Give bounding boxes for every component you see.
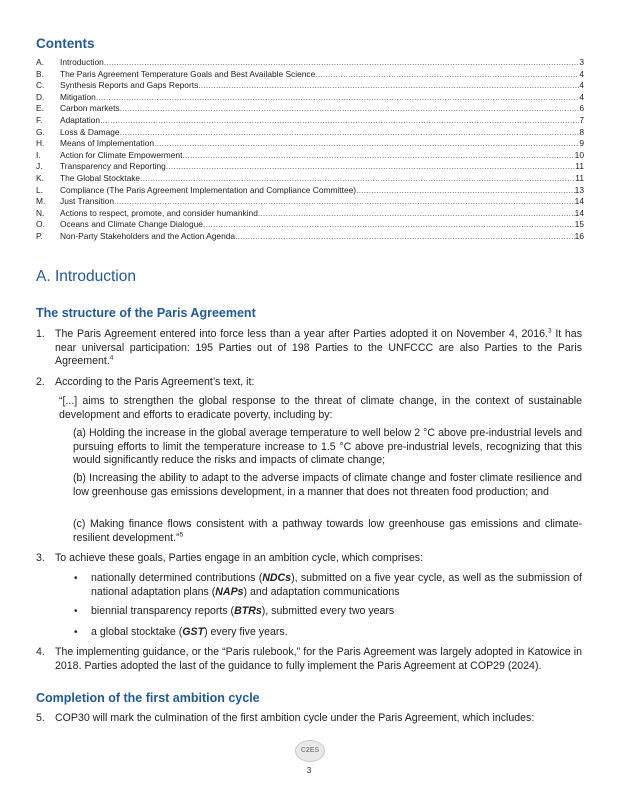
toc-page-number: 11 bbox=[575, 161, 584, 172]
abbreviation: NDCs bbox=[262, 572, 292, 584]
toc-title: Transparency and Reporting bbox=[60, 161, 166, 172]
toc-page-number: 3 bbox=[579, 57, 584, 67]
toc-letter: C. bbox=[36, 80, 45, 91]
page-number: 3 bbox=[306, 766, 312, 775]
paragraph-number: 4. bbox=[36, 646, 45, 658]
toc-letter: H. bbox=[36, 138, 45, 149]
toc-entry[interactable] bbox=[36, 196, 584, 208]
toc-title: Means of Implementation bbox=[60, 138, 155, 149]
toc-entry[interactable] bbox=[36, 103, 584, 115]
toc-letter: E. bbox=[36, 103, 44, 114]
bullet-item-ndcs bbox=[91, 572, 582, 599]
toc-title: Just Transition bbox=[60, 196, 114, 207]
toc-page-number: 4 bbox=[579, 68, 584, 79]
bullet-text: ), submitted every two years bbox=[261, 605, 395, 617]
toc-entry[interactable] bbox=[36, 161, 584, 173]
paragraph-5: COP30 will mark the culmination of the first ambition cycle under the Paris Agreement, which includes: bbox=[55, 712, 535, 724]
bullet: • bbox=[74, 606, 78, 617]
toc-entry[interactable] bbox=[36, 231, 584, 243]
toc-leader-dots bbox=[315, 69, 579, 81]
toc-page-number: 7 bbox=[579, 114, 584, 125]
toc-page-number: 10 bbox=[574, 149, 584, 160]
bullet-text: ) and adaptation communications bbox=[243, 585, 400, 598]
toc-entry[interactable] bbox=[36, 150, 584, 162]
paragraph-2: According to the Paris Agreement’s text, it: bbox=[55, 376, 255, 388]
toc-title: Adaptation bbox=[60, 114, 101, 125]
toc-leader-dots bbox=[235, 231, 575, 243]
toc-title: Loss & Damage bbox=[60, 126, 120, 137]
bullet-text: ), submitted on a five year cycle, as well as the submission of national adaptation plans ( bbox=[91, 572, 582, 598]
paragraph-1 bbox=[55, 328, 582, 369]
quote-item-a: (a) Holding the increase in the global average temperature to well below 2 °C above pre-industrial levels and pursuing efforts to limit the temperature increase to 1.5 °C above pre-industrial levels, recognizing that this would significantly reduce the risks and impacts of climate change; bbox=[73, 427, 582, 467]
toc-letter: L. bbox=[36, 184, 43, 195]
table-of-contents bbox=[36, 57, 584, 243]
toc-entry[interactable] bbox=[36, 92, 584, 104]
paragraph-text: The Paris Agreement entered into force less than a year after Parties adopted it on November 4, 2016. bbox=[55, 328, 548, 340]
toc-page-number: 4 bbox=[579, 80, 584, 91]
toc-entry[interactable] bbox=[36, 219, 584, 231]
toc-leader-dots bbox=[120, 127, 580, 139]
toc-leader-dots bbox=[154, 138, 579, 150]
toc-title: The Global Stocktake bbox=[60, 172, 141, 183]
toc-page-number: 14 bbox=[574, 196, 584, 207]
toc-entry[interactable] bbox=[36, 57, 584, 69]
toc-entry[interactable] bbox=[36, 208, 584, 220]
bullet-item-gst bbox=[91, 626, 582, 640]
toc-title: Non-Party Stakeholders and the Action Agenda bbox=[60, 230, 236, 241]
paragraph-number: 2. bbox=[36, 376, 45, 388]
toc-page-number: 9 bbox=[579, 138, 584, 149]
toc-page-number: 4 bbox=[579, 91, 584, 102]
paragraph-number: 3. bbox=[36, 552, 45, 564]
toc-entry[interactable] bbox=[36, 115, 584, 127]
toc-title: Synthesis Reports and Gaps Reports bbox=[60, 80, 199, 91]
toc-title: Compliance (The Paris Agreement Implementation and Compliance Committee) bbox=[60, 184, 357, 195]
c2es-logo: C2ES bbox=[295, 740, 325, 762]
paragraph-3: To achieve these goals, Parties engage in an ambition cycle, which comprises: bbox=[55, 552, 424, 564]
footnote-ref[interactable]: 5 bbox=[179, 531, 184, 539]
toc-letter: D. bbox=[36, 91, 45, 102]
bullet-item-btrs bbox=[91, 605, 582, 619]
toc-letter: A. bbox=[36, 57, 44, 67]
toc-leader-dots bbox=[96, 92, 579, 104]
toc-title: Introduction bbox=[60, 57, 104, 67]
toc-page-number: 11 bbox=[575, 172, 584, 183]
toc-letter: B. bbox=[36, 68, 44, 79]
toc-title: Actions to respect, promote, and consider humankind bbox=[60, 207, 258, 218]
paragraph-number: 1. bbox=[36, 328, 45, 340]
toc-leader-dots bbox=[198, 80, 579, 92]
toc-page-number: 14 bbox=[574, 207, 584, 218]
toc-letter: K. bbox=[36, 172, 44, 183]
quote-item-b: (b) Increasing the ability to adapt to the adverse impacts of climate change and foster climate resilience and low greenhouse gas emissions development, in a manner that does not threaten food production; and bbox=[73, 472, 582, 498]
toc-letter: N. bbox=[36, 207, 45, 218]
quote-item-c bbox=[73, 518, 582, 545]
toc-leader-dots bbox=[100, 115, 579, 127]
paragraph-4: The implementing guidance, or the “Paris rulebook,” for the Paris Agreement was largely adopted in Katowice in 2018. Parties adopted the last of the guidance to fully implement the Paris Agreement at COP29 (2024). bbox=[55, 646, 582, 672]
footnote-ref[interactable]: 4 bbox=[109, 354, 114, 362]
toc-letter: M. bbox=[36, 196, 46, 207]
paragraph-number: 5. bbox=[36, 712, 45, 724]
bullet-text: nationally determined contributions ( bbox=[91, 572, 263, 584]
section-heading: A. Introduction bbox=[36, 268, 136, 285]
toc-title: Action for Climate Empowerment bbox=[60, 149, 183, 160]
toc-page-number: 15 bbox=[574, 219, 584, 230]
subsection-heading: Completion of the first ambition cycle bbox=[36, 691, 260, 705]
toc-leader-dots bbox=[140, 173, 575, 185]
toc-letter: O. bbox=[36, 219, 45, 230]
abbreviation: BTRs bbox=[234, 605, 262, 617]
bullet: • bbox=[74, 627, 78, 638]
toc-title: Oceans and Climate Change Dialogue bbox=[60, 219, 203, 230]
toc-page-number: 16 bbox=[574, 230, 584, 241]
toc-leader-dots bbox=[120, 103, 580, 115]
quote-intro: “[...] aims to strengthen the global response to the threat of climate change, in the context of sustainable development and efforts to eradicate poverty, including by: bbox=[59, 395, 582, 421]
toc-entry[interactable] bbox=[36, 80, 584, 92]
contents-heading: Contents bbox=[36, 36, 95, 51]
abbreviation: GST bbox=[182, 626, 205, 638]
toc-title: Carbon markets bbox=[60, 103, 120, 114]
toc-leader-dots bbox=[356, 185, 575, 197]
subsection-heading: The structure of the Paris Agreement bbox=[36, 306, 256, 320]
toc-entry[interactable] bbox=[36, 69, 584, 81]
toc-leader-dots bbox=[104, 57, 580, 69]
toc-entry[interactable] bbox=[36, 185, 584, 197]
bullet: • bbox=[74, 573, 78, 584]
paragraph-text: It has near universal participation: 195 Parties out of 198 Parties to the UNFCCC are also Parties to the Paris Agreement. bbox=[55, 328, 582, 368]
toc-title: The Paris Agreement Temperature Goals and Best Available Science bbox=[60, 68, 316, 79]
toc-entry[interactable] bbox=[36, 173, 584, 185]
toc-entry[interactable] bbox=[36, 138, 584, 150]
toc-entry[interactable] bbox=[36, 127, 584, 139]
toc-leader-dots bbox=[203, 219, 575, 231]
bullet-text: ) every five years. bbox=[204, 626, 288, 638]
toc-leader-dots bbox=[182, 150, 574, 162]
toc-letter: J. bbox=[36, 161, 43, 172]
toc-title: Mitigation bbox=[60, 91, 96, 102]
abbreviation: NAPs bbox=[215, 585, 244, 598]
toc-page-number: 13 bbox=[574, 184, 584, 195]
toc-letter: F. bbox=[36, 114, 43, 125]
bullet-text: a global stocktake ( bbox=[91, 626, 183, 638]
toc-letter: G. bbox=[36, 126, 45, 137]
toc-leader-dots bbox=[258, 208, 575, 220]
toc-letter: I. bbox=[36, 149, 41, 160]
toc-page-number: 6 bbox=[579, 103, 584, 114]
toc-leader-dots bbox=[114, 196, 575, 208]
toc-leader-dots bbox=[166, 161, 575, 173]
toc-letter: P. bbox=[36, 230, 43, 241]
footnote-ref[interactable]: 3 bbox=[547, 327, 552, 335]
bullet-text: biennial transparency reports ( bbox=[91, 605, 235, 617]
toc-page-number: 8 bbox=[579, 126, 584, 137]
quote-text: (c) Making finance flows consistent with a pathway towards low greenhouse gas emissions and climate-resilient development.” bbox=[73, 518, 582, 544]
